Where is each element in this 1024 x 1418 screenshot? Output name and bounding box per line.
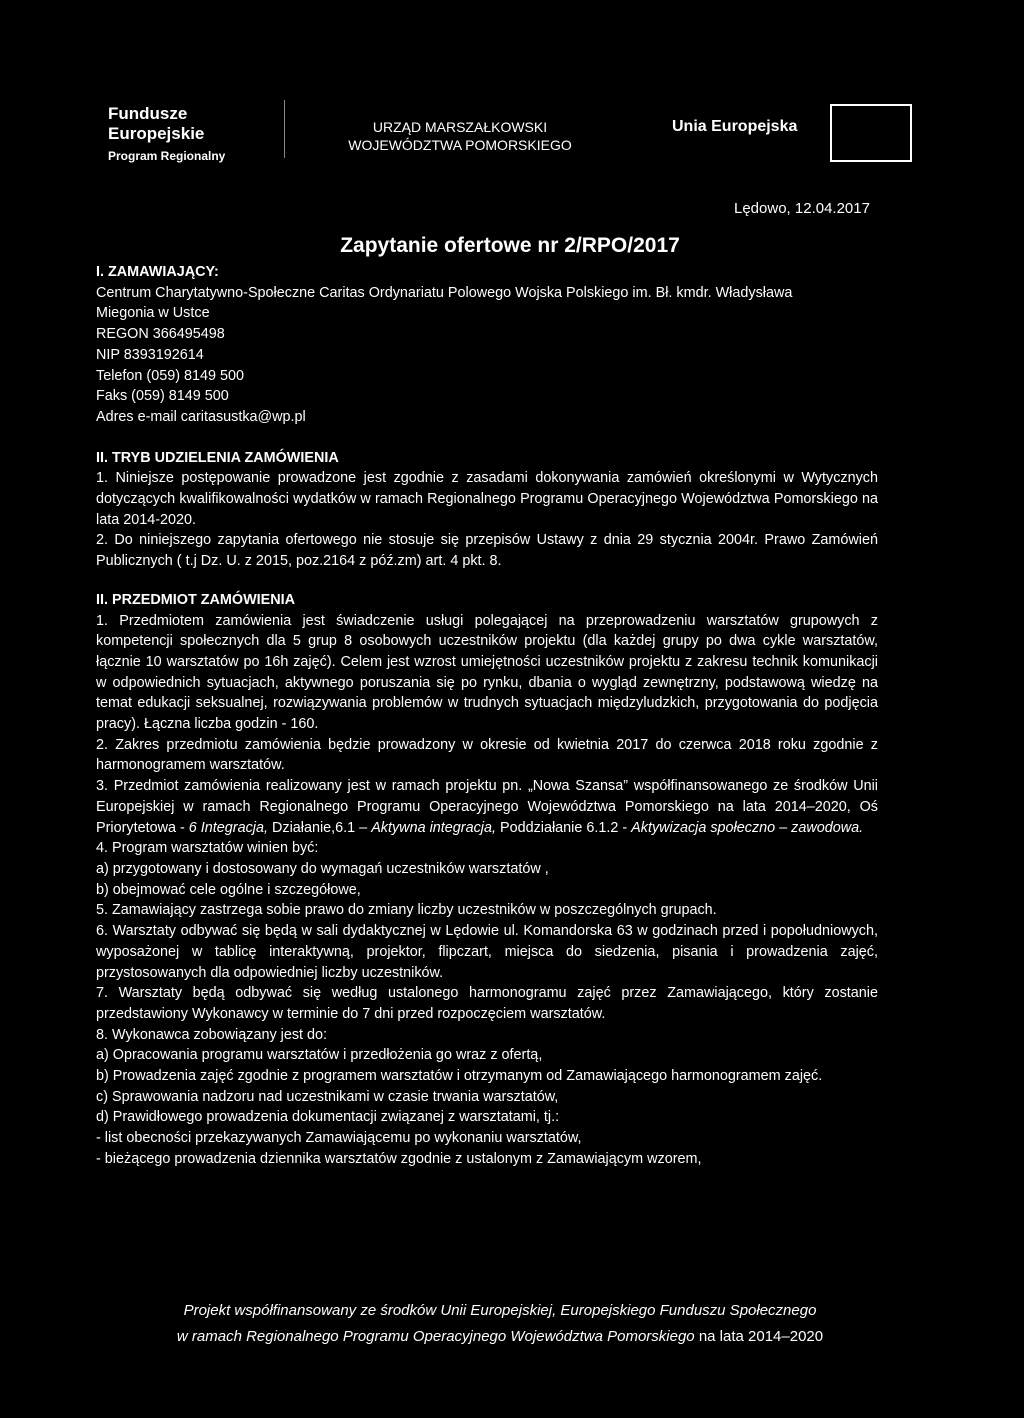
section-3-point-1: 1. Przedmiotem zamówienia jest świadczenie usługi polegającej na przeprowadzeniu warsztatów grupowych z kompetencji społecznych dla 5 grup 8 osobowych uczestników projektu (dla każdej grupy po dwa cykle warsztatów, łącznie 10 warsztatów po 16h zajęć). Celem jest wzrost umiejętności uczestników projektu z zakresu technik komunikacji w odpowiednich sytuacjach, aktywnego poruszania się po rynku, dbania o wygląd zewnętrzny, podstawową wiedzę na temat edukacji seksualnej, rozwiązywania problemów w trudnych sytuacjach międzyludzkich, przygotowania do podjęcia pracy). Łączna liczba godzin - 160.: [96, 612, 878, 733]
document-body: [96, 262, 878, 1170]
section-3-point-8e: - list obecności przekazywanych Zamawiającemu po wykonaniu warsztatów,: [96, 1130, 582, 1147]
eu-flag-icon: [830, 104, 912, 162]
regon: REGON 366495498: [96, 326, 225, 343]
footer: [0, 1298, 1000, 1350]
section-3-point-8a: a) Opracowania programu warsztatów i przedłożenia go wraz z ofertą,: [96, 1047, 543, 1064]
document-title: [0, 234, 1000, 258]
header-divider: [284, 100, 285, 158]
footer-line2-years: na lata 2014–2020: [694, 1328, 824, 1345]
footer-line1: Projekt współfinansowany ze środków Unii Europejskiej, Europejskiego Funduszu Społecznego: [183, 1302, 817, 1319]
email: Adres e-mail caritasustka@wp.pl: [96, 408, 306, 425]
section-1-heading: I. ZAMAWIAJĄCY:: [96, 264, 219, 280]
ordering-party-name-cont: Miegonia w Ustce: [96, 305, 210, 322]
urzad-logo: [314, 118, 606, 154]
fe-logo: [108, 104, 225, 164]
p3-measure: Aktywna integracja,: [371, 819, 496, 836]
ordering-party-name: Centrum Charytatywno-Społeczne Caritas Ordynariatu Polowego Wojska Polskiego im. Bł. kmdr. Władysława: [96, 284, 793, 301]
nip: NIP 8393192614: [96, 346, 204, 363]
footer-line2-italic: w ramach Regionalnego Programu Operacyjnego Województwa Pomorskiego: [176, 1328, 695, 1345]
section-3-point-4: 4. Program warsztatów winien być:: [96, 840, 319, 857]
section-2-point-2: 2. Do niniejszego zapytania ofertowego nie stosuje się przepisów Ustawy z dnia 29 stycznia 2004r. Prawo Zamówień Publicznych ( t.j Dz. U. z 2015, poz.2164 z póź.zm) art. 4 pkt. 8.: [96, 532, 878, 570]
p3-submeasure: Aktywizacja społeczno – zawodowa.: [631, 819, 864, 836]
urzad-line2: WOJEWÓDZTWA POMORSKIEGO: [348, 137, 572, 153]
phone: Telefon (059) 8149 500: [96, 367, 245, 384]
section-3-point-4a: a) przygotowany i dostosowany do wymagań uczestników warsztatów ,: [96, 860, 549, 877]
document-title-text: Zapytanie ofertowe nr 2/RPO/2017: [340, 234, 680, 257]
section-2-point-1: 1. Niniejsze postępowanie prowadzone jest zgodnie z zasadami dokonywania zamówień określonymi w Wytycznych dotyczących kwalifikowalności wydatków w ramach Regionalnego Programu Operacyjnego Województwa Pomorskiego na lata 2014-2020.: [96, 470, 878, 528]
section-3-point-5: 5. Zamawiający zastrzega sobie prawo do zmiany liczby uczestników w poszczególnych grupach.: [96, 902, 717, 919]
section-3-heading: II. PRZEDMIOT ZAMÓWIENIA: [96, 591, 296, 608]
p3-text-c: Działanie,6.1 –: [267, 819, 372, 836]
section-3-point-4b: b) obejmować cele ogólne i szczegółowe,: [96, 881, 361, 898]
section-3-point-8b: b) Prowadzenia zajęć zgodnie z programem warsztatów i otrzymanym od Zamawiającego harmonogramem zajęć.: [96, 1068, 823, 1085]
p3-text-e: Poddziałanie 6.1.2 -: [495, 819, 632, 836]
p3-text-a: 3. Przedmiot zamówienia realizowany jest w ramach projektu pn. „Nowa Szansa” współfinansowanego ze środków Unii Europejskiej w ramach Regionalnego Programu Operacyjnego Województwa Pomorskiego na lata 2014–2020, Oś Priorytetowa -: [96, 778, 878, 836]
footer-line2: [0, 1324, 1000, 1350]
section-3-point-7: 7. Warsztaty będą odbywać się według ustalonego harmonogramu zajęć przez Zamawiającego, który zostanie przedstawiony Wykonawcy w terminie do 7 dni przed rozpoczęciem warsztatów.: [96, 985, 878, 1022]
fe-logo-line1: Fundusze: [108, 104, 188, 123]
section-2-heading: II. TRYB UDZIELENIA ZAMÓWIENIA: [96, 449, 339, 466]
section-3-point-8d: d) Prawidłowego prowadzenia dokumentacji związanej z warsztatami, tj.:: [96, 1109, 560, 1126]
section-3-point-6: 6. Warsztaty odbywać się będą w sali dydaktycznej w Lędowie ul. Komandorska 63 w godzinach przed i popołudniowych, wyposażonej w tablicę interaktywną, projektor, flipczart, miejsca do siedzenia, pisania i prowadzenia zajęć, przystosowanych dla odpowiedniej liczby uczestników.: [96, 923, 878, 981]
fe-logo-line2: Europejskie: [108, 124, 205, 143]
ue-label: Unia Europejska: [672, 118, 798, 135]
fe-logo-line3: Program Regionalny: [108, 149, 226, 163]
section-3-point-2: 2. Zakres przedmiotu zamówienia będzie prowadzony w okresie od kwietnia 2017 do czerwca 2018 roku zgodnie z harmonogramem warsztatów.: [96, 736, 878, 774]
urzad-line1: URZĄD MARSZAŁKOWSKI: [372, 119, 548, 135]
section-3-point-3: [96, 776, 878, 838]
p3-priority-axis: 6 Integracja,: [188, 819, 268, 836]
section-3-point-8c: c) Sprawowania nadzoru nad uczestnikami w czasie trwania warsztatów,: [96, 1088, 559, 1105]
fax: Faks (059) 8149 500: [96, 388, 229, 405]
section-3-point-8f: - bieżącego prowadzenia dziennika warsztatów zgodnie z ustalonym z Zamawiającym wzorem,: [96, 1150, 702, 1167]
document-date: Lędowo, 12.04.2017: [734, 200, 870, 217]
section-3-point-8: 8. Wykonawca zobowiązany jest do:: [96, 1026, 328, 1043]
